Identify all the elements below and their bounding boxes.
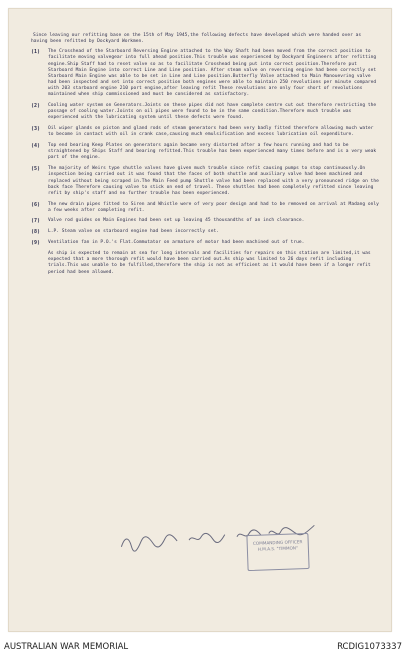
- item-number: (5): [31, 166, 41, 173]
- item-number: (4): [31, 143, 41, 150]
- item-number: (6): [31, 201, 41, 208]
- item-number: (2): [31, 103, 41, 110]
- defect-item-1: [31, 49, 379, 98]
- intro-paragraph: Since leaving our refitting base on the 15th of May 1945,the following defects have developed which were handed over as having been refitted by Dockyard Workmen.: [31, 33, 362, 45]
- item-text: Cooling water system on Generators.Joints on these pipes did not have complete centre cut out therefore restricting the passage of cooling water.Joints on oil pipes were found to be in the same condition.Therefore much trouble was experienced with the lubricating system until these defects were found.: [48, 103, 377, 121]
- item-number: (1): [31, 49, 41, 56]
- item-number: (8): [31, 229, 41, 236]
- item-number: (7): [31, 218, 41, 225]
- commanding-officer-stamp: [246, 533, 309, 571]
- item-text: Valve rod guides on Main Engines had been set up leaving 45 thousandths of an inch clearance.: [48, 218, 305, 224]
- defect-item-5: [31, 166, 379, 197]
- item-text: L.P. Steam valve on starboard engine had been incorrectly set.: [48, 229, 219, 235]
- defect-item-6: [31, 202, 379, 214]
- item-number: (3): [31, 126, 41, 133]
- item-number: (9): [31, 239, 41, 246]
- item-text: The new drain pipes fitted to Siren and Whistle were of very poor design and had to be removed on arrival at Madang only a few weeks after completing refit.: [48, 201, 379, 213]
- defect-item-4: [31, 143, 379, 161]
- defect-item-9: [31, 240, 379, 246]
- item-text: Ventilation fan in P.O.'s Flat.Commutator on armature of motor had been machined out of true.: [48, 239, 305, 245]
- typed-report: [31, 33, 379, 280]
- closing-paragraph: As ship is expected to remain at sea for long intervals and facilities for repairs on this station are limited,it was expected that a more thorough refit would have been carried out.As ship was limited to 26 days refit including trials.This was unable to be fulfilled,therefore the ship is not as efficient as it would have been if a longer refit period had been allowed.: [48, 251, 371, 275]
- item-text: The Crosshead of the Starboard Reversing Engine attached to the Way Shaft had been moved from the correct position to facilitate moving valvegear into full ahead position.This trouble was experienced by Dockyard Engineers after refitting engine.Ship Staff had to reset valve so as to facilitate Crosshead being put into correct position.Therefore put Starboard Main Engine into correct Line and Line position. After steam valve on reversing engine had been correctly set Starboard Main Engine was able to be set in Line and Line position.Butterfly Valve attached to Main Manouevring valve had been inspected and set into correct position both engines were able to maintain 250 revolutions per minute compared with 203 starboard engine 210 port engine,after leaving refit These revolutions are only four short of revolutions maintained when ship commissioned and must be considered as satisfactory.: [48, 49, 377, 98]
- stamp-line-2: H.M.A.S. "TIMMON": [257, 545, 298, 552]
- defect-item-7: [31, 218, 379, 224]
- archive-footer: [0, 636, 408, 654]
- defect-item-3: [31, 126, 379, 138]
- stamp-line-1: COMMANDING OFFICER: [252, 539, 303, 546]
- defect-item-2: [31, 103, 379, 121]
- item-text: Top end bearing Keep Plates on generators again became very distorted after a few hours running and had to be straightened by Ships Staff and bearing refitted.This trouble has been experienced many times before and is a very weak part of the engine.: [48, 143, 377, 161]
- document-page: [8, 8, 392, 632]
- footer-record-id: RCDIG1073337: [337, 642, 402, 652]
- item-text: The majority of Weirs type shuttle valves have given much trouble since refit causing pumps to stop continuously.On inspection being carried out it was found that the faces of both shuttle and auxiliary valve had been machined and replaced without being scraped in.The Main Feed pump Shuttle valve had been replaced with a very pronounced ridge on the back face Therefore causing valve to stick on end of travel. These shuttles had been completely refitted since leaving refit by ship's staff and no further trouble has been experienced.: [48, 166, 379, 196]
- item-text: Oil wiper glands on piston and gland rods of steam generators had been very badly fitted therefore allowing much water to become in contact with oil in crank case,causing much emulsification and excess lubrication oil expenditure.: [48, 126, 374, 138]
- defect-item-8: [31, 229, 379, 235]
- footer-source: AUSTRALIAN WAR MEMORIAL: [4, 642, 129, 652]
